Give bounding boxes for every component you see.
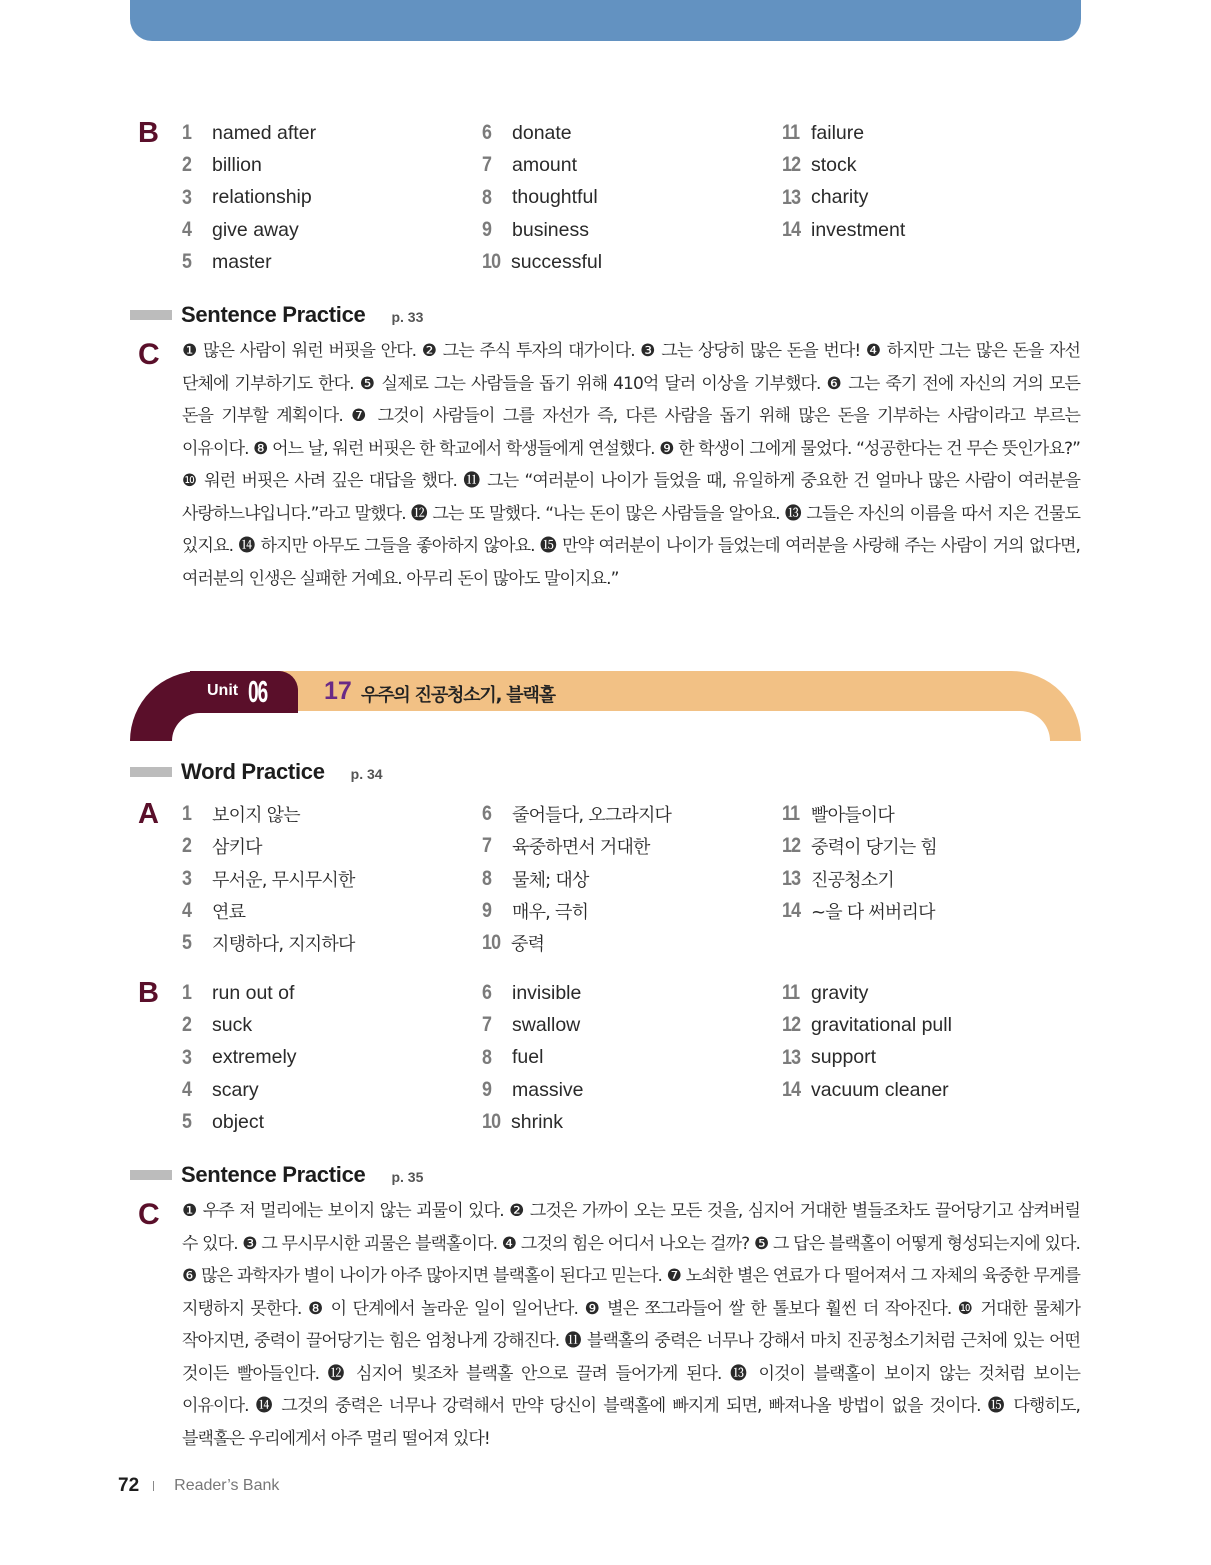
item-answer: run out of [212,981,295,1004]
item-answer: 줄어들다, 오그라지다 [512,805,672,827]
item-answer: stock [811,153,857,176]
word-column-1 [182,117,316,278]
list-item [182,149,316,181]
item-answer: fuel [512,1046,544,1069]
translation-paragraph: ❶ 많은 사람이 워런 버핏을 안다. ❷ 그는 주식 투자의 대가이다. ❸ 그는 상당히 많은 돈을 번다! ❹ 하지만 그는 많은 돈을 자선 단체에 기부하기도 한다. ❺ 실제로 그는 사람들을 돕기 위해 410억 달러 이상을 기부했다. ❻ 그는 죽기 전에 자신의 거의 모든 돈을 기부할 계획이다. ❼ 그것이 사람들이 그를 자선가 즉, 다른 사람을 돕기 위해 많은 돈을 기부하는 사람이라고 부르는 이유이다. ❽ 어느 날, 워런 버핏은 한 학교에서 학생들에게 연설했다. ❾ 한 학생이 그에게 물었다. “성공한다는 건 무슨 뜻인가요?” ❿ 워런 버핏은 사려 깊은 대답을 했다. ⓫ 그는 “여러분이 나이가 들었을 때, 유일하게 중요한 건 얼마나 많은 사람이 여러분을 사랑하느냐입니다.”라고 말했다. ⓬ 그는 또 말했다. “나는 돈이 많은 사람들을 알아요. ⓭ 그들은 자신의 이름을 따서 지은 건물도 있지요. ⓮ 하지만 아무도 그들을 좋아하지 않아요. ⓯ 만약 여러분이 나이가 들었는데 여러분을 사랑해 주는 사람이 거의 없다면, 여러분의 인생은 실패한 거예요. 아무리 돈이 많아도 말이지요.” [182,341,1080,589]
item-number: 9 [482,218,492,242]
item-answer: master [212,250,272,273]
item-number: 8 [482,185,492,209]
item-answer: 중력 [511,934,545,956]
page-reference: p. 34 [350,766,383,782]
item-answer: charity [811,186,869,209]
section-letter: C [138,338,160,371]
item-answer: business [512,218,589,241]
item-answer: massive [512,1078,584,1101]
item-answer: 무서운, 무시무시한 [212,869,355,891]
list-item [182,214,316,246]
word-column-1 [182,977,297,1138]
item-answer: failure [811,121,865,144]
item-answer: investment [811,218,906,241]
word-column-2 [482,117,602,278]
item-number: 11 [782,802,800,826]
word-practice-heading [130,757,383,787]
item-answer: 삼키다 [212,837,262,859]
item-answer: amount [512,153,578,176]
lesson16-word-practice-b [138,117,1038,282]
section-letter: C [138,1198,160,1231]
banner-cutout [250,711,1050,741]
list-item [482,117,602,149]
list-item [482,798,671,830]
section-letter: B [138,977,159,1009]
item-number: 14 [782,218,801,242]
list-item [182,798,355,830]
item-number: 7 [482,1013,492,1037]
item-answer: donate [512,121,572,144]
item-answer: 지탱하다, 지지하다 [212,934,355,956]
item-number: 3 [182,185,192,209]
list-item [182,1106,297,1138]
list-item [182,830,355,862]
item-number: 4 [182,218,192,242]
list-item [182,863,355,895]
list-item [182,927,355,959]
list-item [182,1009,297,1041]
list-item [782,830,937,862]
list-item [182,1042,297,1074]
book-title: Reader’s Bank [174,1477,280,1494]
word-column-3 [782,798,937,927]
item-answer: 진공청소기 [811,869,894,891]
list-item [782,1042,952,1074]
word-column-2 [482,798,671,959]
list-item [482,1009,584,1041]
item-number: 14 [782,1078,801,1102]
item-number: 2 [182,834,192,858]
heading-bar [130,310,172,320]
item-answer: 보이지 않는 [212,805,300,827]
list-item [782,895,937,927]
item-number: 10 [482,250,501,274]
page-reference: p. 33 [391,309,424,325]
item-answer: 매우, 극히 [512,902,589,924]
item-number: 5 [182,250,192,274]
item-answer: give away [212,218,299,241]
list-item [482,927,671,959]
item-number: 5 [182,931,192,955]
item-number: 3 [182,866,192,890]
section-title: Sentence Practice [181,1162,366,1187]
list-item [782,182,905,214]
item-answer: relationship [212,186,312,209]
item-number: 5 [182,1110,192,1134]
item-answer: shrink [511,1110,564,1133]
word-column-1 [182,798,355,959]
item-answer: suck [212,1013,253,1036]
unit-number: 06 [248,674,267,709]
item-number: 4 [182,1078,192,1102]
page-reference: p. 35 [391,1169,424,1185]
item-number: 7 [482,153,492,177]
word-column-3 [782,117,905,246]
item-answer: thoughtful [512,186,598,209]
item-number: 6 [482,121,492,145]
lesson17-sentence-practice-c [138,1195,1088,1460]
item-answer: vacuum cleaner [811,1078,949,1101]
item-answer: billion [212,153,262,176]
item-number: 10 [482,931,501,955]
section-letter: B [138,117,159,149]
list-item [482,863,671,895]
item-number: 11 [782,121,800,145]
item-number: 12 [782,834,801,858]
item-answer: object [212,1110,265,1133]
list-item [782,798,937,830]
list-item [782,1009,952,1041]
sentence-practice-heading [130,1160,423,1190]
page-number: 72 [118,1475,140,1496]
item-answer: 물체; 대상 [512,869,589,891]
section-title: Word Practice [181,759,325,784]
word-column-3 [782,977,952,1106]
list-item [482,182,602,214]
list-item [482,214,602,246]
lesson17-word-practice-a [138,798,1038,963]
item-answer: invisible [512,981,582,1004]
item-number: 12 [782,1013,801,1037]
list-item [782,863,937,895]
list-item [482,1042,584,1074]
item-number: 11 [782,981,800,1005]
item-number: 13 [782,1045,801,1069]
unit-label: Unit [207,682,239,699]
list-item [782,1074,952,1106]
item-number: 2 [182,153,192,177]
item-number: 13 [782,866,801,890]
item-number: 6 [482,802,492,826]
list-item [482,149,602,181]
list-item [782,149,905,181]
item-answer: swallow [512,1013,581,1036]
lesson17-word-practice-b [138,977,1038,1142]
list-item [182,977,297,1009]
lesson-number: 17 [324,677,352,705]
translation-paragraph: ❶ 우주 저 멀리에는 보이지 않는 괴물이 있다. ❷ 그것은 가까이 오는 모든 것을, 심지어 거대한 별들조차도 끌어당기고 삼켜버릴 수 있다. ❸ 그 무시무시한 괴물은 블랙홀이다. ❹ 그것의 힘은 어디서 나오는 걸까? ❺ 그 답은 블랙홀이 어떻게 형성되는지에 있다. ❻ 많은 과학자가 별이 나이가 아주 많아지면 블랙홀이 된다고 믿는다. ❼ 노쇠한 별은 연료가 다 떨어져서 그 자체의 육중한 무게를 지탱하지 못한다. ❽ 이 단계에서 놀라운 일이 일어난다. ❾ 별은 쪼그라들어 쌀 한 톨보다 훨씬 더 작아진다. ❿ 거대한 물체가 작아지면, 중력이 끌어당기는 힘은 엄청나게 강해진다. ⓫ 블랙홀의 중력은 너무나 강해서 마치 진공청소기처럼 근처에 있는 어떤 것이든 빨아들인다. ⓬ 심지어 빛조차 블랙홀 안으로 끌려 들어가게 된다. ⓭ 이것이 블랙홀이 보이지 않는 것처럼 보이는 이유이다. ⓮ 그것의 중력은 너무나 강력해서 만약 당신이 블랙홀에 빠지게 되면, 빠져나올 방법이 없을 것이다. ⓯ 다행히도, 블랙홀은 우리에게서 아주 멀리 떨어져 있다! [182,1201,1080,1449]
item-number: 14 [782,899,801,923]
item-answer: gravitational pull [811,1013,952,1036]
sentence-practice-heading [130,300,423,330]
item-number: 4 [182,899,192,923]
section-letter: A [138,798,159,830]
item-number: 8 [482,1045,492,1069]
list-item [782,977,952,1009]
list-item [182,246,316,278]
list-item [482,977,584,1009]
list-item [782,214,905,246]
item-number: 12 [782,153,801,177]
list-item [782,117,905,149]
banner-cutout [172,713,302,743]
footer-divider [153,1481,154,1491]
item-answer: 중력이 당기는 힘 [811,837,937,859]
item-number: 3 [182,1045,192,1069]
lesson-title: 우주의 진공청소기, 블랙홀 [361,685,555,706]
page-footer [118,1475,279,1497]
list-item [482,1106,584,1138]
heading-bar [130,1170,172,1180]
list-item [482,830,671,862]
item-number: 7 [482,834,492,858]
item-number: 1 [182,121,192,145]
item-answer: support [811,1046,877,1069]
item-number: 8 [482,866,492,890]
item-number: 6 [482,981,492,1005]
list-item [182,895,355,927]
header-decorative-bar [130,0,1081,41]
item-number: 9 [482,899,492,923]
item-answer: 빨아들이다 [811,805,894,827]
unit-banner [130,671,1081,741]
list-item [182,117,316,149]
heading-bar [130,767,172,777]
lesson16-sentence-practice-c [138,335,1088,595]
list-item [182,182,316,214]
list-item [482,1074,584,1106]
list-item [182,1074,297,1106]
section-title: Sentence Practice [181,302,366,327]
word-column-2 [482,977,584,1138]
item-number: 2 [182,1013,192,1037]
item-number: 1 [182,981,192,1005]
item-number: 1 [182,802,192,826]
item-number: 10 [482,1110,501,1134]
item-answer: successful [511,250,603,273]
item-number: 9 [482,1078,492,1102]
list-item [482,895,671,927]
list-item [482,246,602,278]
item-answer: 연료 [212,902,246,924]
item-answer: named after [212,121,317,144]
item-answer: gravity [811,981,869,1004]
item-number: 13 [782,185,801,209]
item-answer: scary [212,1078,259,1101]
item-answer: extremely [212,1046,297,1069]
item-answer: 육중하면서 거대한 [512,837,650,859]
item-answer: ~을 다 써버리다 [811,902,935,924]
